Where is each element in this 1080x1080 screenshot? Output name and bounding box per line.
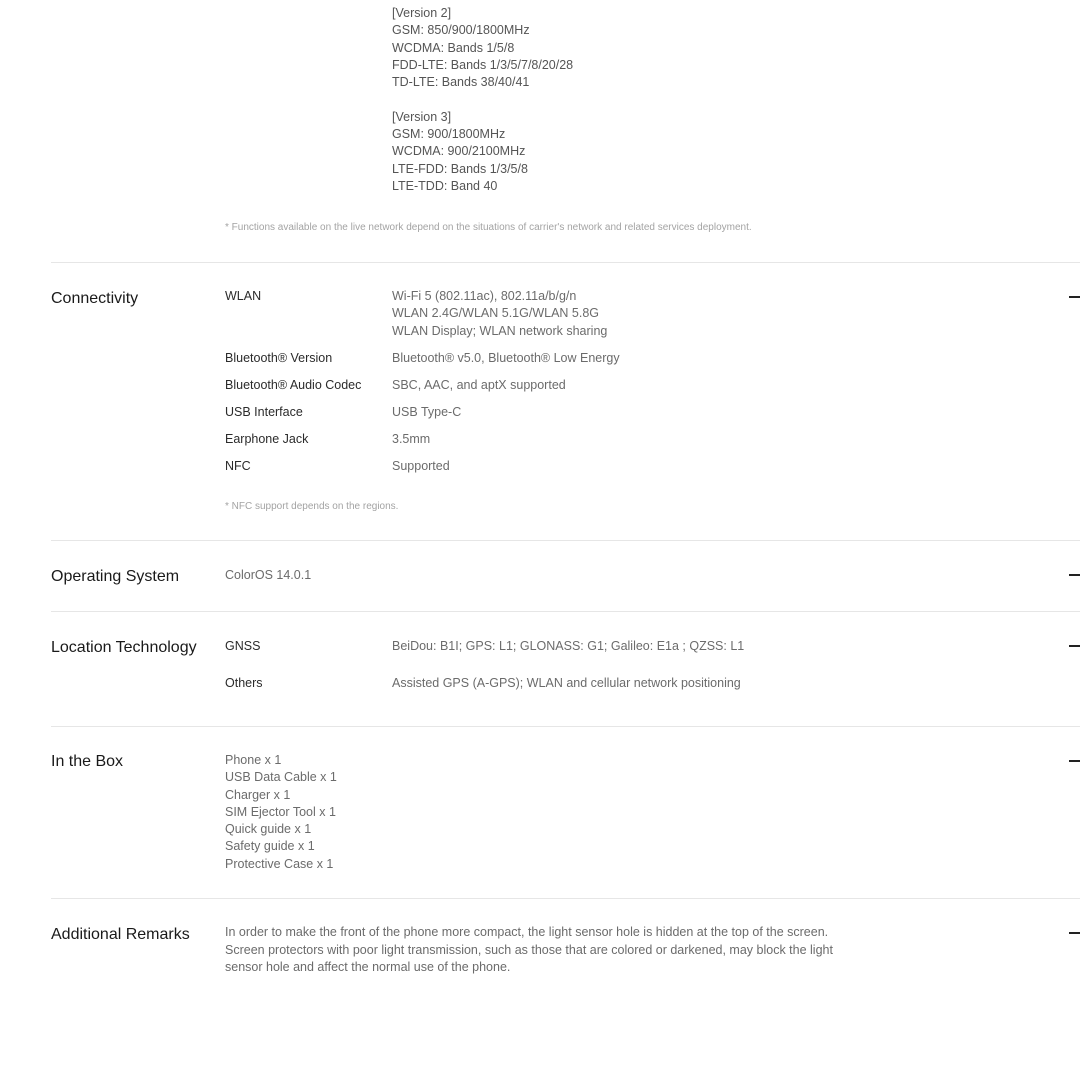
network-line: WCDMA: 900/2100MHz — [392, 144, 526, 159]
section-divider — [51, 540, 1080, 541]
usb-interface-label: USB Interface — [225, 405, 303, 419]
network-line: FDD-LTE: Bands 1/3/5/7/8/20/28 — [392, 57, 574, 72]
wlan-value — [392, 288, 607, 340]
network-versions-list — [392, 5, 573, 195]
minus-icon[interactable] — [1069, 296, 1080, 298]
network-line: WCDMA: Bands 1/5/8 — [392, 40, 515, 55]
network-line: TD-LTE: Bands 38/40/41 — [392, 75, 530, 90]
section-divider — [51, 262, 1080, 263]
nfc-footnote: * NFC support depends on the regions. — [225, 501, 399, 512]
section-divider — [51, 898, 1080, 899]
network-line: GSM: 850/900/1800MHz — [392, 23, 530, 38]
bluetooth-version-label: Bluetooth® Version — [225, 351, 333, 365]
section-divider — [51, 726, 1080, 727]
list-item: Protective Case x 1 — [225, 856, 334, 871]
minus-icon[interactable] — [1069, 645, 1080, 647]
wlan-value-line: Wi-Fi 5 (802.11ac), 802.11a/b/g/n — [392, 289, 577, 303]
list-item: SIM Ejector Tool x 1 — [225, 804, 336, 819]
usb-interface-value: USB Type-C — [392, 405, 462, 419]
earphone-jack-label: Earphone Jack — [225, 432, 309, 446]
additional-remarks-text: In order to make the front of the phone more compact, the light sensor hole is hidden at the top of the screen. Screen protectors with poor light transmission, such as those that are colored or darkened, may block the light sensor hole and affect the normal use of the phone. — [225, 925, 833, 974]
network-line: [Version 3] — [392, 109, 452, 124]
connectivity-title: Connectivity — [51, 290, 139, 307]
network-footnote: * Functions available on the live network depend on the situations of carrier's network and related services deployment. — [225, 222, 752, 233]
network-line: LTE-TDD: Band 40 — [392, 178, 498, 193]
network-line: [Version 2] — [392, 6, 452, 20]
earphone-jack-value: 3.5mm — [392, 432, 431, 446]
gnss-value: BeiDou: B1I; GPS: L1; GLONASS: G1; Galileo: E1a ; QZSS: L1 — [392, 639, 745, 653]
network-line: LTE-FDD: Bands 1/3/5/8 — [392, 161, 528, 176]
additional-remarks-title: Additional Remarks — [51, 926, 190, 943]
nfc-label: NFC — [225, 459, 251, 473]
nfc-value: Supported — [392, 459, 450, 473]
wlan-value-line: WLAN Display; WLAN network sharing — [392, 323, 608, 338]
minus-icon[interactable] — [1069, 574, 1080, 576]
bluetooth-codec-label: Bluetooth® Audio Codec — [225, 378, 362, 392]
wlan-value-line: WLAN 2.4G/WLAN 5.1G/WLAN 5.8G — [392, 306, 600, 321]
operating-system-value: ColorOS 14.0.1 — [225, 568, 312, 582]
list-item: USB Data Cable x 1 — [225, 770, 337, 785]
minus-icon[interactable] — [1069, 760, 1080, 762]
list-item: Quick guide x 1 — [225, 822, 312, 837]
bluetooth-codec-value: SBC, AAC, and aptX supported — [392, 378, 566, 392]
others-label: Others — [225, 676, 263, 690]
others-value: Assisted GPS (A-GPS); WLAN and cellular network positioning — [392, 676, 741, 690]
bluetooth-version-value: Bluetooth® v5.0, Bluetooth® Low Energy — [392, 351, 620, 365]
network-line: GSM: 900/1800MHz — [392, 127, 506, 142]
list-item: Safety guide x 1 — [225, 839, 315, 854]
wlan-label: WLAN — [225, 289, 262, 303]
list-item: Phone x 1 — [225, 753, 282, 767]
in-the-box-title: In the Box — [51, 753, 124, 770]
list-item: Charger x 1 — [225, 787, 291, 802]
minus-icon[interactable] — [1069, 932, 1080, 934]
section-divider — [51, 611, 1080, 612]
gnss-label: GNSS — [225, 639, 261, 653]
network-spacer — [392, 91, 573, 108]
operating-system-title: Operating System — [51, 568, 180, 585]
location-title: Location Technology — [51, 639, 197, 656]
in-the-box-list — [225, 752, 337, 873]
